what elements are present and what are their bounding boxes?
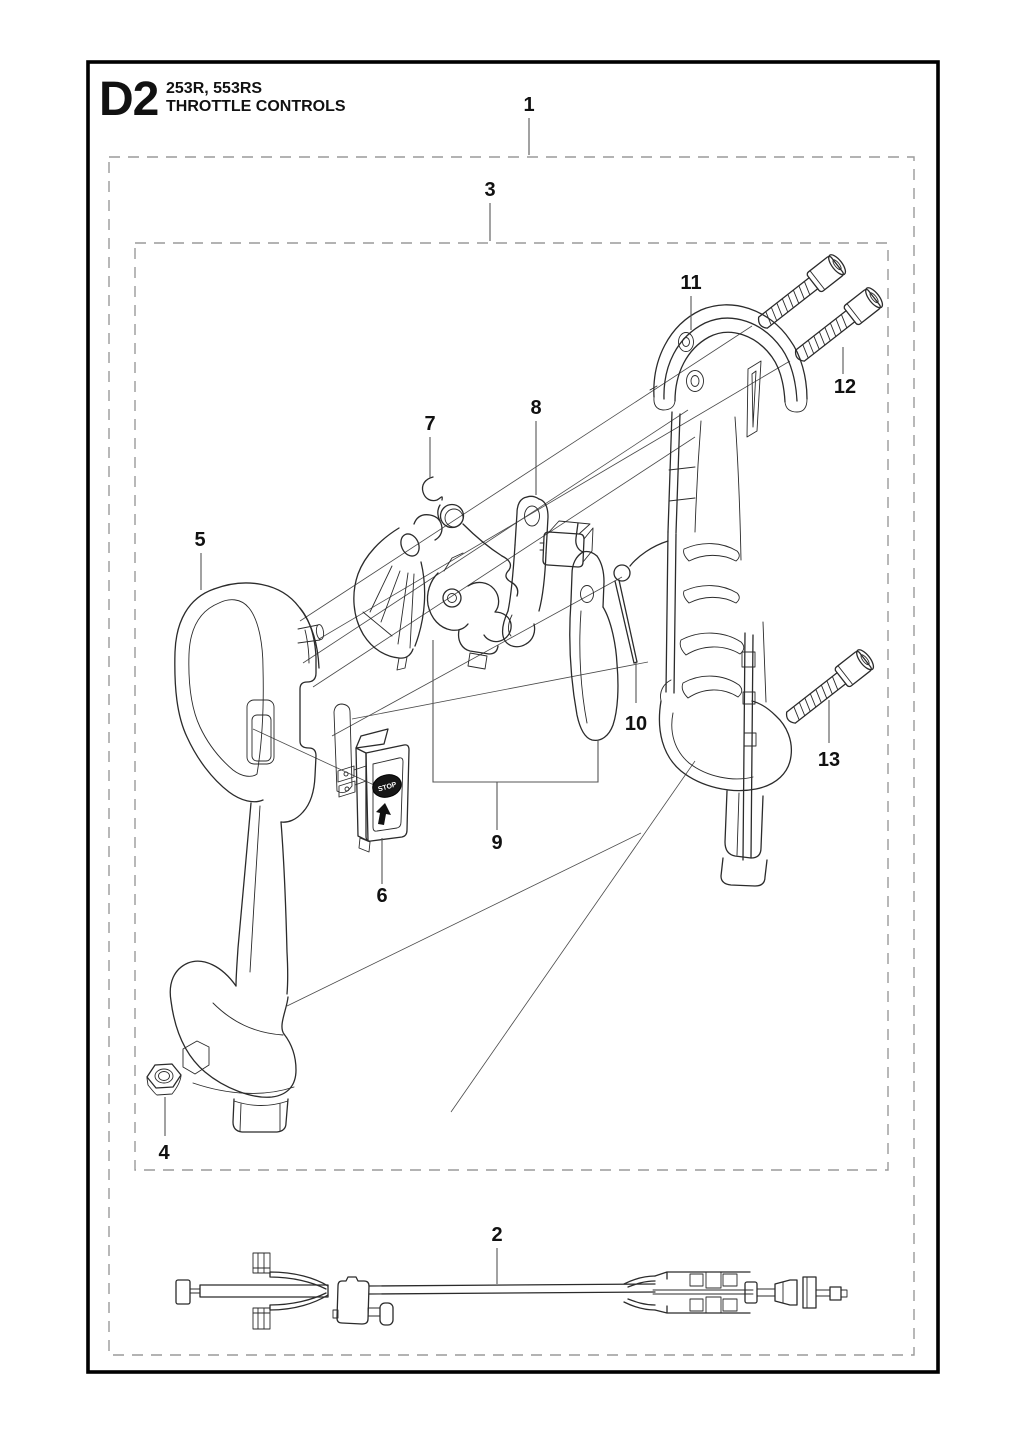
callout-1 xyxy=(523,94,534,155)
projection-lines xyxy=(253,326,790,1112)
callout-2 xyxy=(491,1224,502,1284)
part-screw-upper-a xyxy=(753,252,849,334)
stop-badge-label: STOP xyxy=(377,781,398,794)
callout-8 xyxy=(530,397,541,495)
page-title: THROTTLE CONTROLS xyxy=(166,98,346,115)
callout-13 xyxy=(818,700,840,771)
callout-5-label: 5 xyxy=(194,529,206,551)
part-screw-upper-b xyxy=(790,285,886,367)
callout-6 xyxy=(376,838,387,907)
part-throttle-lockout xyxy=(503,496,593,646)
diagram-code: D2 xyxy=(99,73,159,126)
part-wire-spring xyxy=(614,541,668,663)
callout-10-label: 10 xyxy=(624,713,648,735)
callout-6-label: 6 xyxy=(376,885,388,907)
callout-5 xyxy=(194,529,205,590)
callout-7 xyxy=(424,413,435,478)
switch-arrow-icon xyxy=(376,803,391,825)
part-throttle-trigger xyxy=(570,523,618,740)
callout-9 xyxy=(433,640,598,854)
assembly-box-inner xyxy=(135,243,888,1170)
model-names: 253R, 553RS xyxy=(166,80,263,97)
callout-9-label: 9 xyxy=(491,832,503,854)
callout-2-label: 2 xyxy=(491,1224,503,1246)
callout-13-label: 13 xyxy=(817,749,841,771)
callout-1-label: 1 xyxy=(523,94,535,116)
callout-4-label: 4 xyxy=(158,1142,170,1164)
callout-12 xyxy=(834,347,856,398)
callout-3 xyxy=(484,179,495,241)
callout-12-label: 12 xyxy=(833,376,857,398)
callout-4 xyxy=(158,1097,170,1164)
part-handle-half-right xyxy=(650,305,807,886)
part-nut xyxy=(147,1064,181,1095)
callout-7-label: 7 xyxy=(424,413,436,435)
callout-11-label: 11 xyxy=(680,272,702,294)
callout-3-label: 3 xyxy=(484,179,496,201)
page-border xyxy=(88,62,938,1372)
part-handle-half-left xyxy=(170,583,352,1132)
part-spring xyxy=(422,477,517,596)
callout-8-label: 8 xyxy=(530,397,542,419)
part-stop-switch xyxy=(338,729,409,852)
part-throttle-cable xyxy=(176,1253,847,1329)
assembly-box-outer xyxy=(109,157,914,1355)
callout-10 xyxy=(625,663,647,735)
